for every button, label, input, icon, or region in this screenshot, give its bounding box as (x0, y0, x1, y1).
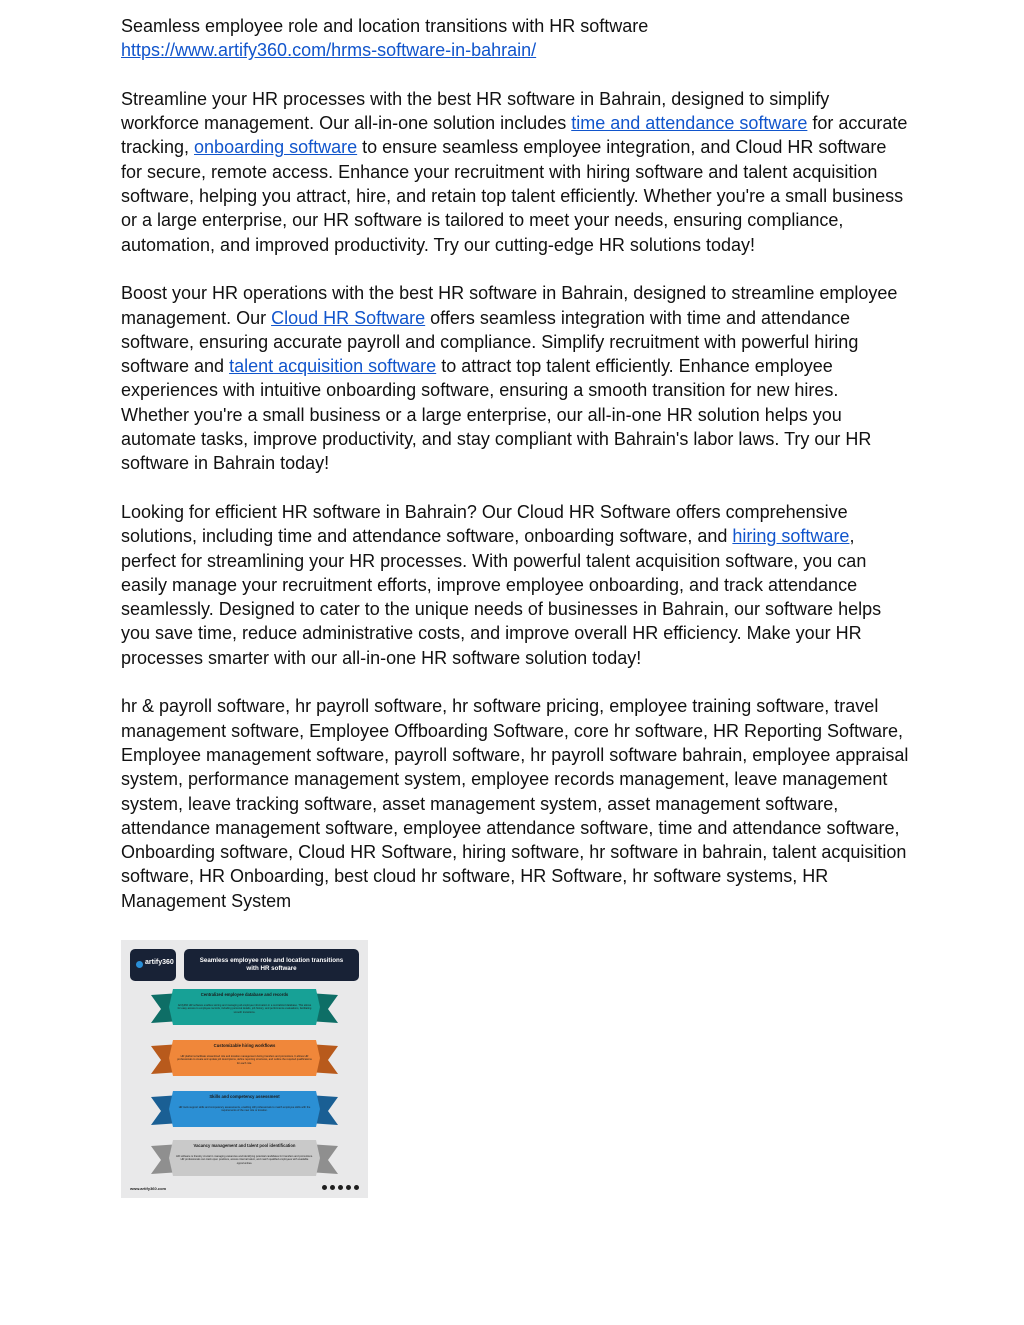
ribbon-title: Vacancy management and talent pool identification (193, 1143, 296, 1148)
link-onboarding-software[interactable]: onboarding software (194, 137, 358, 158)
ribbon-text: Artify360 HR software enables storing and managing all employee information in a centralized database. This allows for easy access to employee records, including personal details, job history, and performance evaluations, facilitating smooth transitions. (177, 1004, 312, 1014)
ribbon-title: Skills and competency assessment (209, 1094, 280, 1099)
infographic-title: Seamless employee role and location transitions with HR software (184, 949, 359, 981)
paragraph-boost (121, 281, 911, 475)
document-body (121, 14, 911, 913)
ribbon-title: Centralized employee database and records (200, 992, 289, 997)
link-talent-acquisition[interactable]: talent acquisition software (229, 356, 437, 377)
link-cloud-hr-software[interactable]: Cloud HR Software (271, 307, 426, 328)
paragraph-efficient-text-1: Looking for efficient HR software in Bahrain? Our Cloud HR Software offers comprehensive solutions, including time and attendance software, onboarding software, and (121, 501, 848, 547)
ribbon-text: HR software is thereby crucial in managing vacancies and identifying potential candidates for transfers and promotions. HR professionals can track open positions, access internal talent, and match qualified employees with available opportunities. (176, 1155, 313, 1165)
infographic-ribbon-3 (121, 1089, 368, 1133)
artify360-logo: artify360 (130, 949, 176, 981)
logo-mark-icon (136, 961, 143, 968)
source-url-link[interactable]: https://www.artify360.com/hrms-software-in-bahrain/ (121, 40, 537, 61)
infographic-footer-url: www.artify360.com (130, 1186, 167, 1191)
linkedin-icon (346, 1185, 351, 1190)
link-hiring-software[interactable]: hiring software (732, 526, 850, 547)
infographic-ribbon-4 (121, 1138, 368, 1182)
link-time-and-attendance[interactable]: time and attendance software (571, 113, 808, 134)
document-title: Seamless employee role and location transitions with HR software (121, 16, 649, 36)
paragraph-boost-text-2: offers seamless integration with time and attendance software, ensuring accurate payroll and compliance. Simplify recruitment with powerful hiring software and (121, 307, 859, 377)
paragraph-intro-text-3: to ensure seamless employee integration, and Cloud HR software for secure, remote access. Enhance your recruitment with hiring software and talent acquisition software, helping you attract, hire, and retain top talent efficiently. Whether you're a small business or a large enterprise, our HR software is tailored to meet your needs, ensuring compliance, automation, and improved productivity. Try our cutting-edge HR solutions today! (121, 137, 904, 255)
paragraph-boost-text-1: Boost your HR operations with the best HR software in Bahrain, designed to streamline employee management. Our (121, 283, 898, 328)
facebook-icon (322, 1185, 327, 1190)
paragraph-efficient (121, 500, 911, 670)
instagram-icon (330, 1185, 335, 1190)
keywords-paragraph: hr & payroll software, hr payroll software, hr software pricing, employee training software, travel management software, Employee Offboarding Software, core hr software, HR Reporting Software, Employee management software, payroll software, hr payroll software bahrain, employee appraisal system, performance management system, employee records management, leave management system, leave tracking software, asset management system, asset management software, attendance management software, employee attendance software, time and attendance software, Onboarding software, Cloud HR Software, hiring software, hr software in bahrain, talent acquisition software, HR Onboarding, best cloud hr software, HR Software, hr software systems, HR Management System (121, 696, 909, 911)
twitter-icon (338, 1185, 343, 1190)
paragraph-efficient-text-2: , perfect for streamlining your HR processes. With powerful talent acquisition software, you can easily manage your recruitment efforts, improve employee onboarding, and track attendance seamlessly. Designed to cater to the unique needs of businesses in Bahrain, our software helps you save time, reduce administrative costs, and improve overall HR efficiency. Make your HR processes smarter with our all-in-one HR software solution today! (121, 526, 882, 668)
ribbon-text: HR tools support skills and competency assessments, enabling HR professionals to match employee skills with the requirements of the new role or location. (178, 1106, 311, 1113)
ribbon-text: HR platforms facilitate streamlined role and location management during transfers and promotions. It allows HR professionals to create and update job descriptions, define reporting structures, and outline the required qualifications for each role. (177, 1055, 312, 1065)
paragraph-intro-text-1: Streamline your HR processes with the best HR software in Bahrain, designed to simplify workforce management. Our all-in-one solution includes (121, 88, 830, 134)
paragraph-boost-text-3: to attract top talent efficiently. Enhance employee experiences with intuitive onboarding software, ensuring a smooth transition for new hires. Whether you're a small business or a large enterprise, our all-in-one HR solution helps you automate tasks, improve productivity, and stay compliant with Bahrain's labor laws. Try our HR software in Bahrain today! (121, 356, 872, 474)
infographic-ribbon-1 (121, 987, 368, 1031)
youtube-icon (354, 1185, 359, 1190)
paragraph-intro-text-2: for accurate tracking, (121, 113, 908, 158)
ribbon-title: Customizable hiring workflows (213, 1043, 276, 1048)
infographic-image (121, 940, 368, 1198)
paragraph-intro (121, 87, 911, 257)
infographic-ribbon-2 (121, 1038, 368, 1082)
social-icons (322, 1185, 359, 1190)
